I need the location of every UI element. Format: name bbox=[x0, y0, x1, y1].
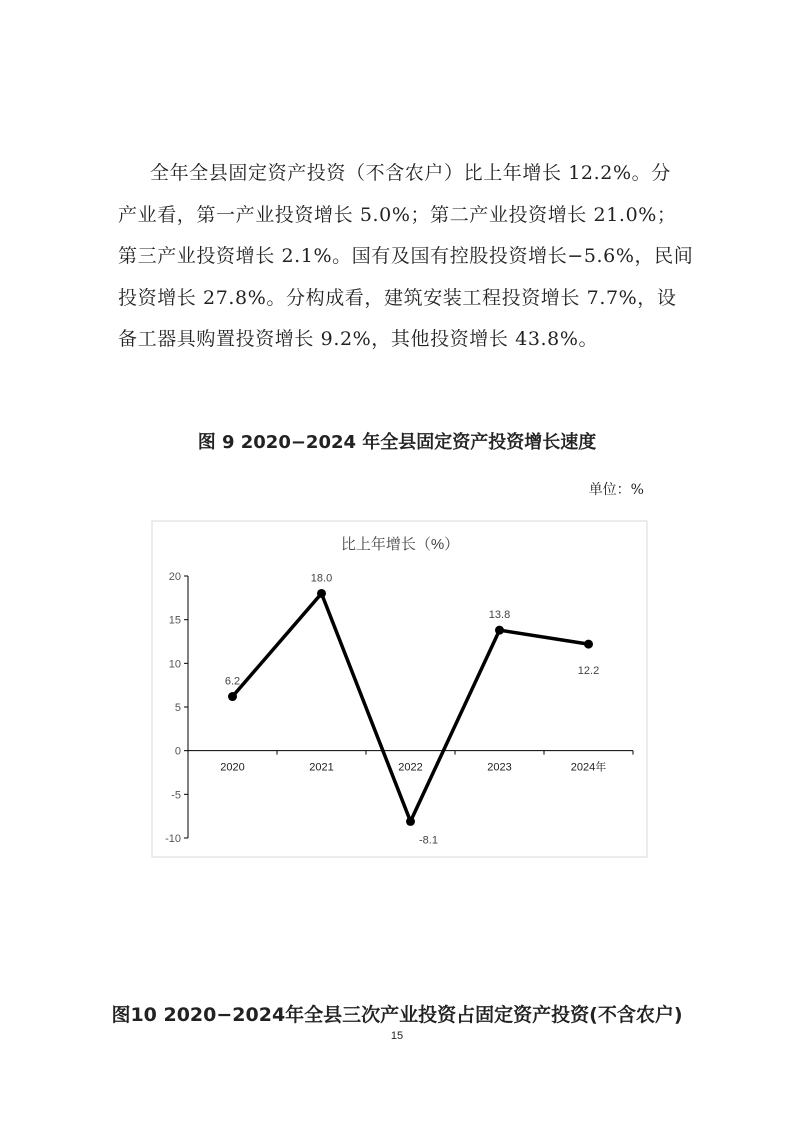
data-label: 12.2 bbox=[577, 665, 600, 678]
x-tick-label: 2024年 bbox=[570, 761, 607, 774]
data-point bbox=[228, 692, 237, 701]
chart-frame bbox=[152, 521, 647, 857]
x-tick-label: 2021 bbox=[309, 761, 334, 774]
data-label: 6.2 bbox=[224, 675, 241, 688]
paragraph-line: 备工器具购置投资增长 9.2%，其他投资增长 43.8%。 bbox=[118, 328, 599, 350]
x-tick-label: 2020 bbox=[220, 761, 245, 774]
paragraph-line: 全年全县固定资产投资（不含农户）比上年增长 12.2%。分 bbox=[150, 162, 671, 184]
paragraph-line: 投资增长 27.8%。分构成看，建筑安装工程投资增长 7.7%，设 bbox=[118, 287, 677, 309]
data-label: -8.1 bbox=[419, 834, 438, 847]
data-point bbox=[495, 626, 504, 635]
y-tick-label: 10 bbox=[168, 658, 181, 671]
y-tick-label: 5 bbox=[174, 702, 181, 714]
data-point bbox=[406, 817, 415, 826]
paragraph-line: 第三产业投资增长 2.1%。国有及国有控股投资增长−5.6%，民间 bbox=[118, 245, 694, 267]
data-label: 18.0 bbox=[310, 572, 333, 585]
data-label: 13.8 bbox=[488, 609, 511, 622]
x-tick-label: 2022 bbox=[398, 761, 423, 774]
figure-9-title: 图 9 2020−2024 年全县固定资产投资增长速度 bbox=[197, 432, 597, 453]
y-tick-label: -5 bbox=[171, 789, 181, 802]
y-tick-label: 0 bbox=[174, 745, 181, 758]
figure-10-title: 图10 2020−2024年全县三次产业投资占固定资产投资(不含农户) bbox=[111, 1004, 683, 1026]
data-point bbox=[584, 640, 593, 649]
page-number: 15 bbox=[390, 1030, 404, 1042]
unit-label: 单位：% bbox=[588, 482, 644, 498]
data-point bbox=[317, 589, 326, 598]
chart-title: 比上年增长（%） bbox=[340, 536, 460, 553]
y-tick-label: 15 bbox=[168, 614, 181, 627]
paragraph-line: 产业看，第一产业投资增长 5.0%；第二产业投资增长 21.0%； bbox=[118, 204, 677, 226]
y-tick-label: -10 bbox=[165, 833, 181, 845]
x-tick-label: 2023 bbox=[487, 761, 512, 774]
y-tick-label: 20 bbox=[168, 571, 181, 583]
